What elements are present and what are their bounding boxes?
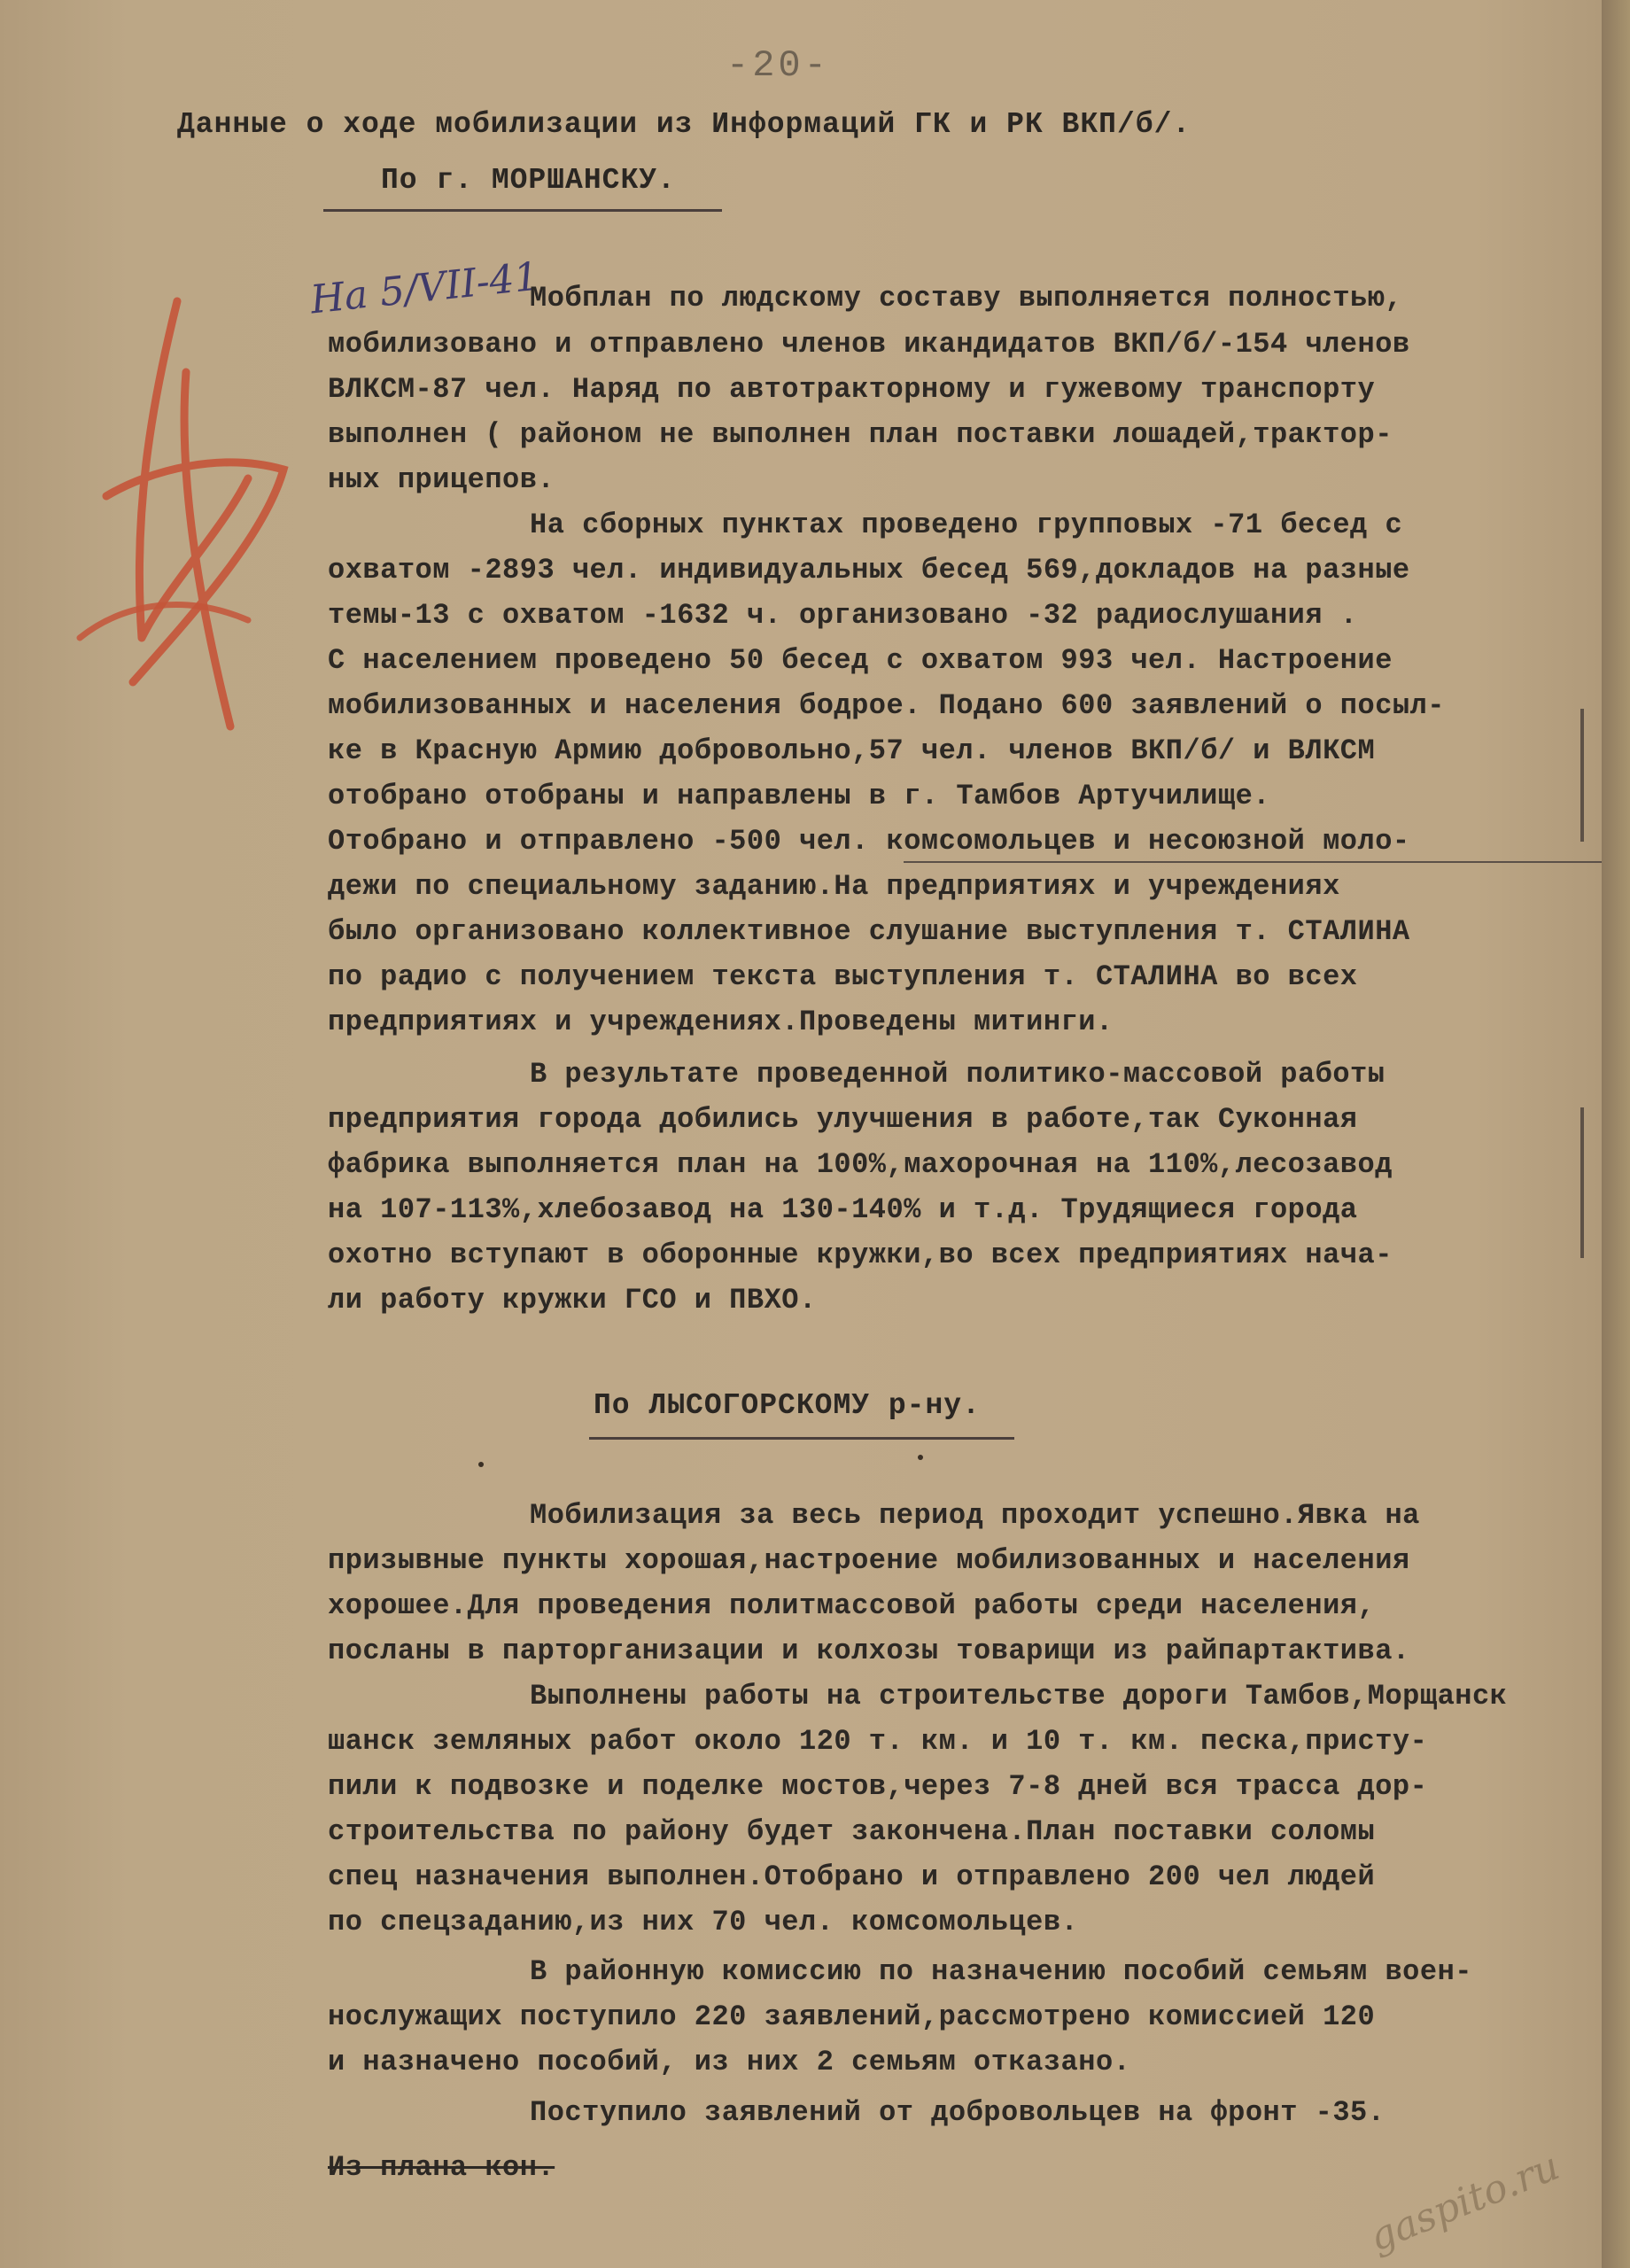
text-line: отобрано отобраны и направлены в г. Тамбов Артучилище. [328,780,1270,812]
text-line: спец назначения выполнен.Отобрано и отправлено 200 чел людей [328,1860,1376,1893]
text-line: по радио с получением текста выступления т. СТАЛИНА во всех [328,960,1358,993]
text-line: Мобилизация за весь период проходит успешно.Явка на [530,1499,1420,1532]
document-title: Данные о ходе мобилизации из Информаций ГК и РК ВКП/б/. [177,108,1191,141]
text-line: мобилизовано и отправлено членов икандидатов ВКП/б/-154 членов [328,328,1410,361]
text-line: ли работу кружки ГСО и ПВХО. [328,1284,817,1317]
text-line: В районную комиссию по назначению пособий семьям воен- [530,1955,1472,1988]
margin-bracket [1580,1107,1584,1258]
text-line: шанск земляных работ около 120 т. км. и 10 т. км. песка,присту- [328,1725,1428,1758]
text-line: по спецзаданию,из них 70 чел. комсомольцев. [328,1906,1079,1938]
text-line: Мобплан по людскому составу выполняется полностью, [530,282,1403,315]
text-line: хорошее.Для проведения политмассовой работы среди населения, [328,1589,1376,1622]
text-line: выполнен ( районом не выполнен план поставки лошадей,трактор- [328,418,1393,451]
text-line: охотно вступают в оборонные кружки,во всех предприятиях нача- [328,1239,1393,1271]
section-heading-morshansk: По г. МОРШАНСКУ. [381,164,676,197]
text-line: На сборных пунктах проведено групповых -71 бесед с [530,509,1403,541]
text-line: фабрика выполняется план на 100%,махорочная на 110%,лесозавод [328,1148,1393,1181]
margin-bracket [1580,709,1584,842]
text-line: мобилизованных и населения бодрое. Подано 600 заявлений о посыл- [328,689,1445,722]
text-line: на 107-113%,хлебозавод на 130-140% и т.д. Трудящиеся города [328,1193,1358,1226]
text-line: дежи по специальному заданию.На предприятиях и учреждениях [328,870,1340,903]
heading-underline [589,1437,1014,1440]
text-line: посланы в парторганизации и колхозы товарищи из райпартактива. [328,1635,1410,1667]
red-signature-mark [44,266,328,762]
text-line: ных прицепов. [328,463,555,496]
watermark: gaspito.ru [1362,2143,1566,2261]
punch-hole [918,1455,923,1460]
page-number: -20- [726,44,830,87]
handwritten-date: На 5/VII-41 [308,253,541,323]
text-line: предприятия города добились улучшения в работе,так Суконная [328,1103,1358,1136]
text-line: призывные пункты хорошая,настроение мобилизованных и населения [328,1544,1410,1577]
text-line: пили к подвозке и поделке мостов,через 7-8 дней вся трасса дор- [328,1770,1428,1803]
text-line: ВЛКСМ-87 чел. Наряд по автотракторному и гужевому транспорту [328,373,1376,406]
text-line: В результате проведенной политико-массовой работы [530,1058,1386,1091]
text-line: нослужащих поступило 220 заявлений,рассмотрено комиссией 120 [328,2000,1376,2033]
text-line: предприятиях и учреждениях.Проведены митинги. [328,1006,1114,1038]
struck-text-line: Из плана кон. [328,2151,555,2184]
text-line: охватом -2893 чел. индивидуальных бесед 569,докладов на разные [328,554,1410,586]
text-line: и назначено пособий, из них 2 семьям отказано. [328,2046,1131,2078]
text-line: строительства по району будет закончена.План поставки соломы [328,1815,1376,1848]
text-line: Выполнены работы на строительстве дороги Тамбов,Морщанск [530,1680,1508,1713]
heading-underline [323,209,722,212]
text-line: С населением проведено 50 бесед с охватом 993 чел. Настроение [328,644,1393,677]
punch-hole [478,1462,484,1467]
pencil-underline [904,861,1603,863]
section-heading-lysogorsky: По ЛЫСОГОРСКОМУ р-ну. [594,1389,981,1422]
paper-edge [1602,0,1630,2268]
text-line: темы-13 с охватом -1632 ч. организовано -32 радиослушания . [328,599,1358,632]
text-line: Отобрано и отправлено -500 чел. комсомольцев и несоюзной моло- [328,825,1410,858]
text-line: ке в Красную Армию добровольно,57 чел. членов ВКП/б/ и ВЛКСМ [328,734,1376,767]
text-line: Поступило заявлений от добровольцев на фронт -35. [530,2096,1386,2129]
text-line: было организовано коллективное слушание выступления т. СТАЛИНА [328,915,1410,948]
